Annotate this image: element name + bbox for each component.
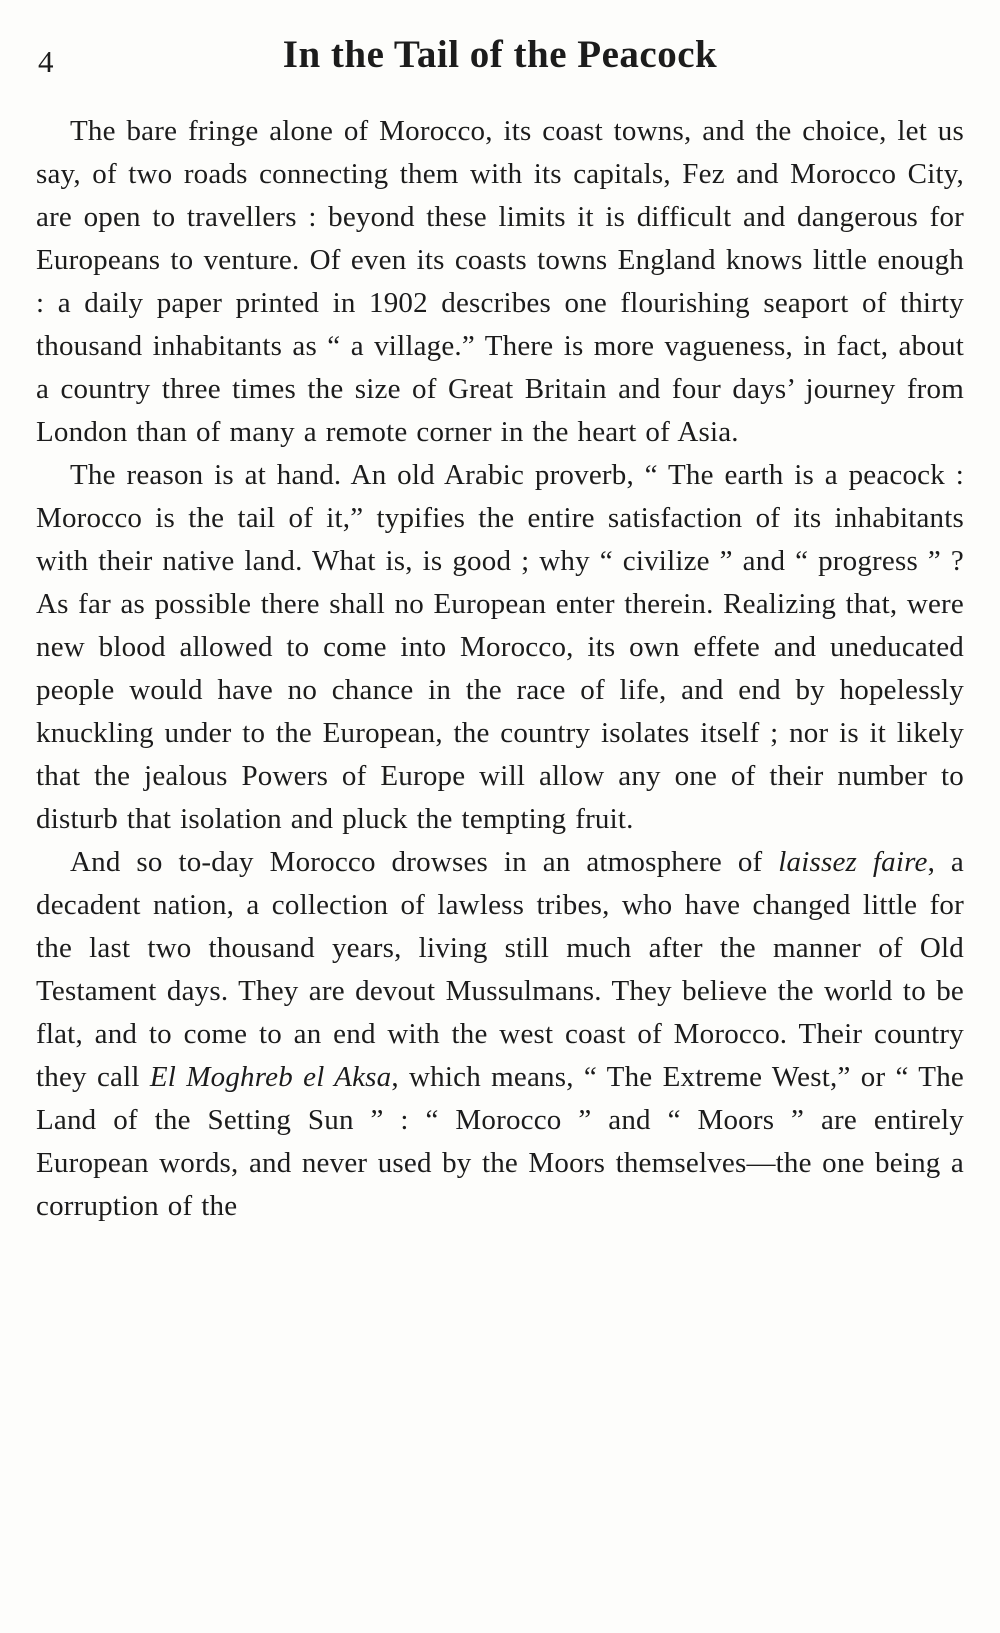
paragraph-3 bbox=[36, 841, 964, 1228]
paragraph-2 bbox=[36, 454, 964, 841]
text-segment: And so to-day Morocco drowses in an atmosphere of bbox=[70, 846, 779, 878]
page-header bbox=[36, 26, 964, 84]
text-segment: , which means, “ The Extreme West,” or “ The Land of the Setting Sun ” : “ Morocco ” and “ Moors ” are entirely European words, and never used by the Moors themselves—the one being a corruption of the bbox=[36, 1061, 964, 1222]
text-segment: , a decadent nation, a collection of lawless tribes, who have changed little for the last two thousand years, living still much after the manner of Old Testament days. They are devout Mussulmans. They believe the world to be flat, and to come to an end with the west coast of Morocco. Their country they call bbox=[36, 846, 964, 1093]
page-body bbox=[36, 110, 964, 1228]
italic-phrase-laissez-faire: laissez faire bbox=[778, 846, 928, 878]
text-segment: The reason is at hand. An old Arabic proverb, “ The earth is a peacock : Morocco is the tail of it,” typifies the entire satisfaction of its inhabitants with their native land. What is, is good ; why “ civilize ” and “ progress ” ? As far as possible there shall no European enter therein. Realizing that, were new blood allowed to come into Morocco, its own effete and uneducated people would have no chance in the race of life, and end by hopelessly knuckling under to the European, the country isolates itself ; nor is it likely that the jealous Powers of Europe will allow any one of their number to disturb that isolation and pluck the tempting fruit. bbox=[36, 459, 964, 835]
running-title: In the Tail of the Peacock bbox=[282, 33, 718, 76]
page-number: 4 bbox=[38, 44, 54, 79]
italic-phrase-el-moghreb-el-aksa: El Moghreb el Aksa bbox=[149, 1061, 392, 1093]
text-segment: The bare fringe alone of Morocco, its coast towns, and the choice, let us say, of two roads connecting them with its capitals, Fez and Morocco City, are open to travellers : beyond these limits it is difficult and dangerous for Europeans to venture. Of even its coasts towns England knows little enough : a daily paper printed in 1902 describes one flourishing seaport of thirty thousand inhabitants as “ a village.” There is more vagueness, in fact, about a country three times the size of Great Britain and four days’ journey from London than of many a remote corner in the heart of Asia. bbox=[36, 115, 964, 448]
paragraph-1 bbox=[36, 110, 964, 454]
